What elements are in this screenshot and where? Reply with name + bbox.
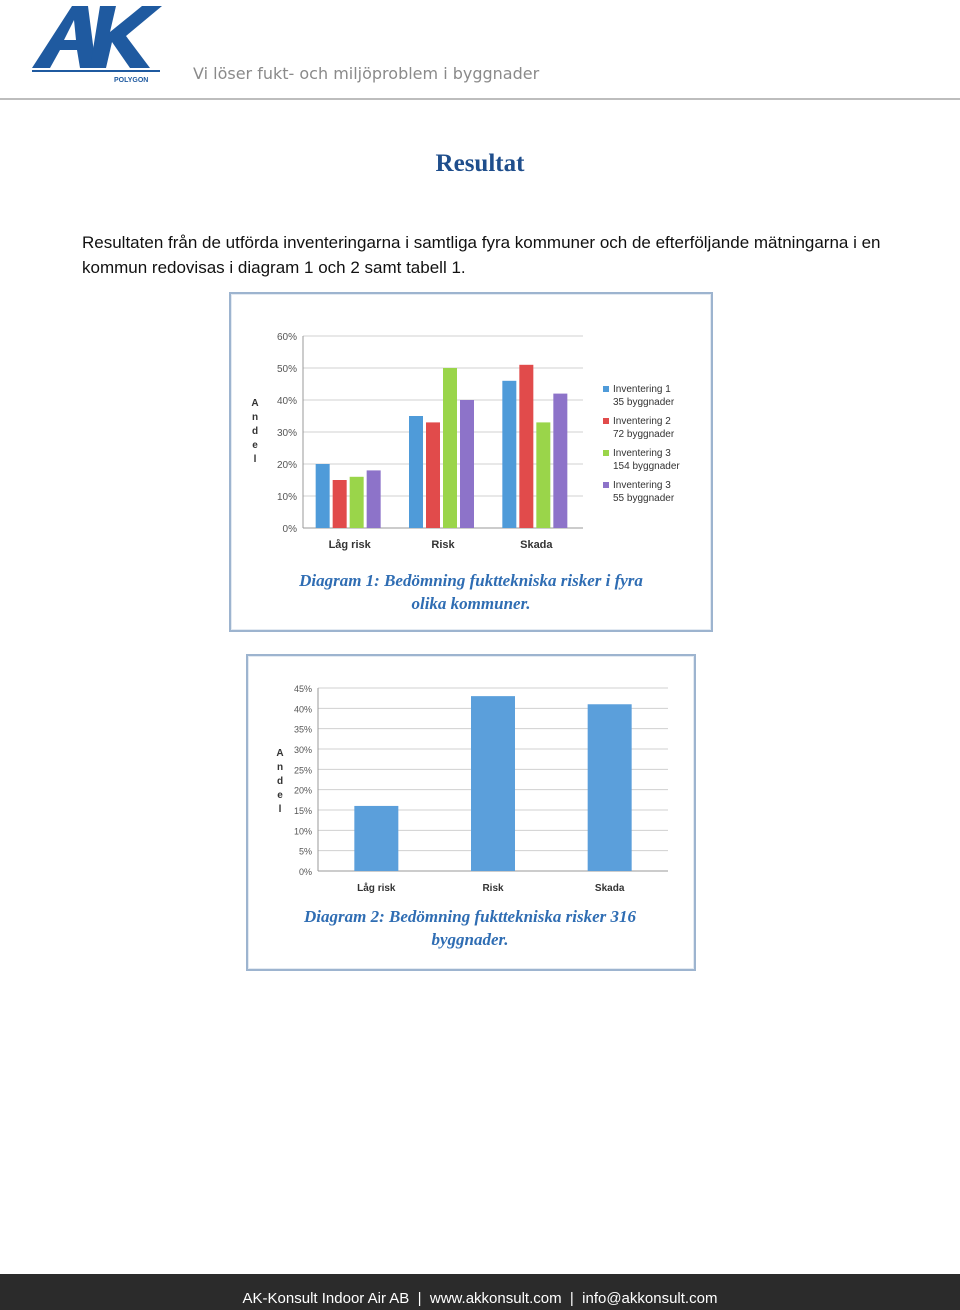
legend-label: Inventering 1 [613,384,671,395]
bar [333,480,347,528]
bar [409,416,423,528]
bar [426,422,440,528]
bar [553,394,567,528]
bar [354,806,398,871]
bar [536,422,550,528]
chart-2 [246,654,696,971]
legend-swatch [603,418,609,424]
x-tick-label: Låg risk [328,539,371,551]
y-tick-label: 10% [293,826,312,837]
y-axis-label-letter: e [277,790,283,801]
x-tick-label: Risk [431,539,455,551]
y-axis-label-letter: n [251,412,259,423]
logo-polygon-text: POLYGON [114,77,149,84]
chart-1 [229,292,713,632]
y-axis-label-letter: l [253,454,257,465]
y-tick-label: 40% [293,704,312,715]
y-tick-label: 30% [293,745,312,755]
bar [519,365,533,528]
y-tick-label: 20% [293,785,312,796]
y-axis-label-letter: A [251,398,259,409]
legend-swatch [603,386,609,392]
y-tick-label: 5% [298,846,312,857]
y-tick-label: 60% [276,332,297,343]
y-tick-label: 50% [276,364,297,375]
legend-label: 72 byggnader [613,429,675,440]
bar [367,470,381,528]
legend-label: Inventering 2 [613,416,671,427]
y-tick-label: 40% [276,396,297,407]
bar [588,704,632,871]
y-tick-label: 0% [298,867,312,877]
y-axis-label-letter: l [278,804,282,815]
y-tick-label: 35% [293,724,312,735]
y-axis-label-letter: d [276,776,284,787]
bar [460,400,474,528]
y-axis-label-letter: d [251,426,259,437]
y-tick-label: 45% [293,684,312,694]
bar [443,368,457,528]
y-axis-label-letter: n [276,762,284,773]
header-divider [0,98,960,100]
bar [502,381,516,528]
legend-label: Inventering 3 [613,448,671,459]
bar [471,696,515,871]
legend-swatch [603,482,609,488]
chart-caption-line: byggnader. [431,930,509,949]
x-tick-label: Låg risk [357,883,396,894]
chart-caption-line: Diagram 1: Bedömning fukttekniska risker i fyra [299,571,643,590]
ak-logo [30,2,170,88]
chart-2-svg [248,656,694,969]
y-axis-label-letter: e [252,440,258,451]
y-tick-label: 20% [276,460,297,471]
x-tick-label: Skada [520,539,553,551]
legend-label: 35 byggnader [613,397,675,408]
legend-label: 55 byggnader [613,493,675,504]
y-axis-label-letter: A [276,748,284,759]
page-title: Resultat [435,150,525,177]
x-tick-label: Risk [482,883,504,894]
bar [316,464,330,528]
y-tick-label: 30% [276,428,297,439]
legend-label: Inventering 3 [613,480,671,491]
legend-label: 154 byggnader [613,461,680,472]
y-tick-label: 25% [293,765,312,776]
page-footer [0,1274,960,1310]
y-tick-label: 10% [276,492,297,503]
x-tick-label: Skada [594,883,625,894]
chart-caption-line: olika kommuner. [411,594,531,613]
intro-paragraph: Resultaten från de utförda inventeringarna i samtliga fyra kommuner och de efterföljande mätningarna i en kommun redovisas i diagram 1 och 2 samt tabell 1. [82,233,881,277]
bar [350,477,364,528]
y-tick-label: 0% [282,524,297,535]
chart-1-svg [231,294,711,630]
page-header [0,0,960,100]
header-tagline: Vi löser fukt- och miljöproblem i byggnader [193,64,540,83]
legend-swatch [603,450,609,456]
footer-text: AK-Konsult Indoor Air AB | www.akkonsult.com | info@akkonsult.com [242,1290,718,1307]
y-tick-label: 15% [293,806,312,816]
chart-caption-line: Diagram 2: Bedömning fukttekniska risker 316 [303,907,637,926]
